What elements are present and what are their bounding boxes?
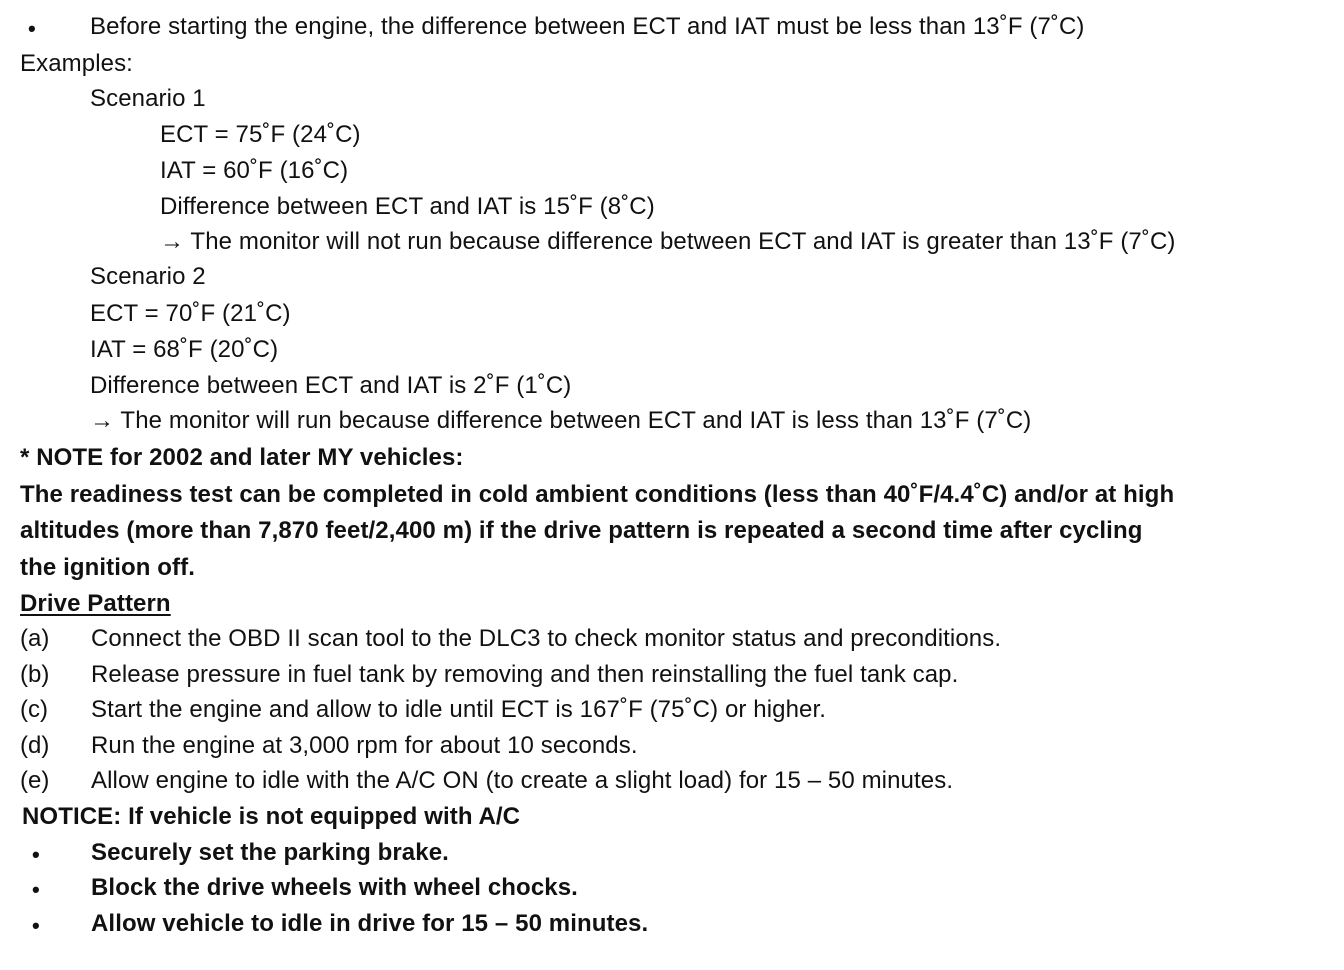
step-label: (a) <box>20 625 50 652</box>
step-text: Connect the OBD II scan tool to the DLC3 to check monitor status and preconditions. <box>91 625 1002 652</box>
step-text: Release pressure in fuel tank by removing and then reinstalling the fuel tank cap. <box>91 661 959 688</box>
scenario1-iat: IAT = 60˚F (16˚C) <box>160 157 349 184</box>
scenario1-title: Scenario 1 <box>90 85 206 112</box>
drive-pattern-heading: Drive Pattern <box>20 590 171 617</box>
scenario2-title: Scenario 2 <box>90 263 206 290</box>
examples-heading: Examples: <box>20 50 133 77</box>
note-heading: * NOTE for 2002 and later MY vehicles: <box>20 444 464 471</box>
scenario1-result: → The monitor will not run because difference between ECT and IAT is greater than 13˚F (7˚C) <box>160 228 1176 255</box>
scenario2-iat: IAT = 68˚F (20˚C) <box>90 336 279 363</box>
step-text: Allow engine to idle with the A/C ON (to create a slight load) for 15 – 50 minutes. <box>91 767 954 794</box>
scenario2-difference: Difference between ECT and IAT is 2˚F (1˚C) <box>90 372 572 399</box>
notice-item: Securely set the parking brake. <box>91 839 449 866</box>
note-line: The readiness test can be completed in cold ambient conditions (less than 40˚F/4.4˚C) and/or at high <box>20 481 1175 508</box>
step-label: (e) <box>20 767 50 794</box>
precondition-text: Before starting the engine, the difference between ECT and IAT must be less than 13˚F (7˚C) <box>90 13 1085 40</box>
step-text: Start the engine and allow to idle until ECT is 167˚F (75˚C) or higher. <box>91 696 827 723</box>
scenario1-ect: ECT = 75˚F (24˚C) <box>160 121 361 148</box>
step-label: (d) <box>20 732 50 759</box>
step-label: (c) <box>20 696 48 723</box>
scenario1-difference: Difference between ECT and IAT is 15˚F (8˚C) <box>160 193 655 220</box>
step-label: (b) <box>20 661 50 688</box>
bullet-marker: • <box>32 877 40 902</box>
bullet-marker: • <box>28 16 36 41</box>
notice-item: Allow vehicle to idle in drive for 15 – 50 minutes. <box>91 910 649 937</box>
note-line: the ignition off. <box>20 554 195 581</box>
bullet-marker: • <box>32 842 40 867</box>
notice-heading: NOTICE: If vehicle is not equipped with A/C <box>22 803 521 830</box>
bullet-marker: • <box>32 913 40 938</box>
scenario2-ect: ECT = 70˚F (21˚C) <box>90 300 291 327</box>
notice-item: Block the drive wheels with wheel chocks. <box>91 874 578 901</box>
step-text: Run the engine at 3,000 rpm for about 10 seconds. <box>91 732 638 759</box>
note-line: altitudes (more than 7,870 feet/2,400 m) if the drive pattern is repeated a second time after cycling <box>20 517 1143 544</box>
scenario2-result: → The monitor will run because difference between ECT and IAT is less than 13˚F (7˚C) <box>90 407 1032 434</box>
